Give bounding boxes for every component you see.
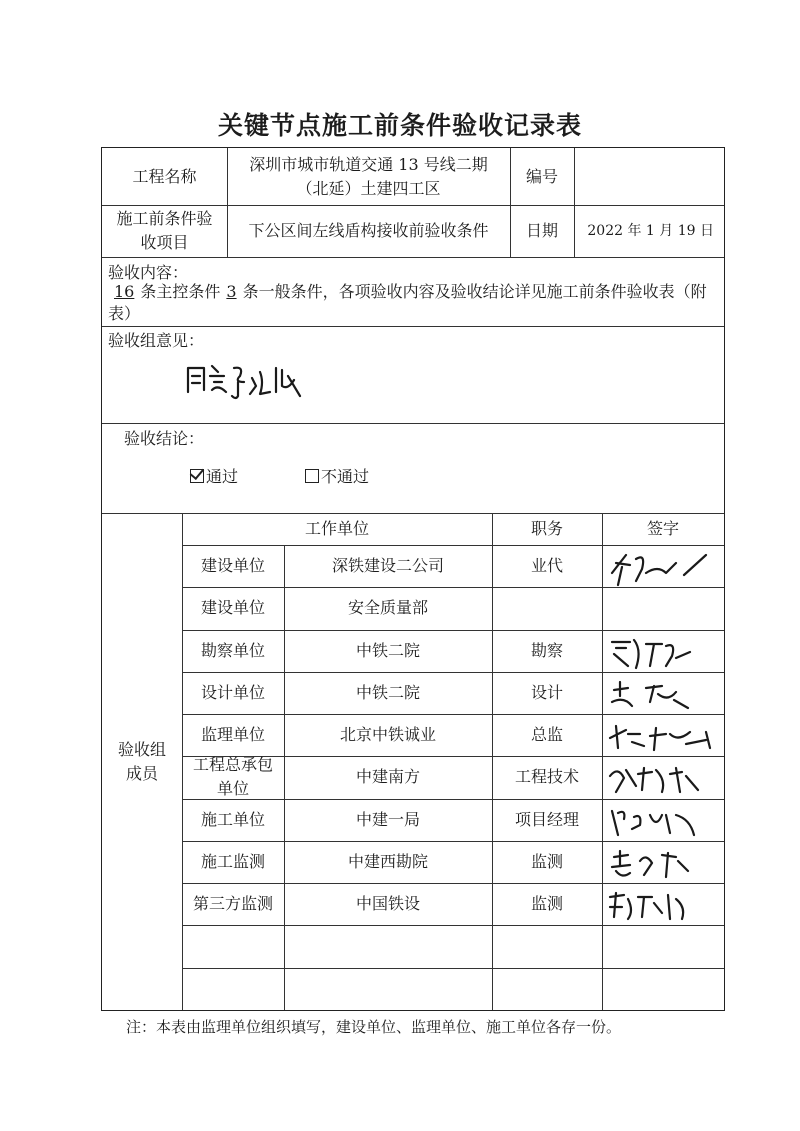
member-signature: [606, 841, 718, 885]
member-company: 中建一局: [355, 809, 420, 829]
member-unit-type: 施工单位: [200, 809, 265, 829]
opinion-handwriting: [184, 356, 304, 404]
date-label: 日期: [525, 221, 558, 240]
member-role: 监测: [530, 894, 563, 914]
pass-label: 通过: [206, 467, 239, 486]
fail-label: 不通过: [321, 467, 370, 486]
member-unit-type: 施工监测: [200, 852, 265, 871]
member-role: [492, 925, 602, 967]
member-role: 业代: [530, 556, 563, 576]
member-company: 北京中铁诚业: [339, 725, 436, 745]
member-unit-type: 建设单位: [200, 598, 265, 618]
member-unit-type: [182, 968, 284, 1010]
member-company: 中建西勘院: [347, 852, 428, 871]
member-company: [284, 968, 492, 1010]
member-role: 工程技术: [514, 767, 579, 787]
member-signature: [606, 545, 718, 589]
general-count: 3: [226, 282, 237, 301]
member-role: 总监: [530, 725, 563, 745]
member-signature: [606, 756, 718, 800]
member-company: 中铁二院: [355, 682, 420, 702]
fail-checkbox[interactable]: [305, 469, 319, 483]
member-signature: [606, 799, 718, 843]
member-role: 勘察: [530, 640, 563, 660]
pass-option[interactable]: [190, 464, 238, 487]
acceptance-form: [101, 147, 725, 1011]
number-label: 编号: [525, 166, 558, 186]
member-unit-type: 工程总承包单位: [192, 755, 273, 799]
pass-checkbox[interactable]: [190, 469, 204, 483]
date-value: 2022 年 1 月 19 日: [587, 222, 714, 239]
date-value-cell: [574, 205, 724, 257]
member-signature: [606, 630, 718, 674]
member-role: 项目经理: [514, 809, 579, 829]
col-role-header: 职务: [530, 519, 563, 538]
member-unit-type: 建设单位: [200, 556, 265, 576]
member-role: 监测: [530, 852, 563, 871]
item-value: 下公区间左线盾构接收前验收条件: [248, 221, 489, 240]
member-company: [284, 925, 492, 967]
member-signature: [606, 672, 718, 716]
member-role: [492, 587, 602, 629]
member-company: 深铁建设二公司: [331, 556, 444, 576]
member-company: 中国铁设: [355, 894, 420, 914]
content-text: [108, 281, 713, 325]
project-name-label: 工程名称: [132, 166, 197, 186]
main-count: 16: [114, 282, 135, 301]
member-role: 设计: [530, 682, 563, 702]
members-group-label: 验收组成员: [117, 739, 166, 783]
member-signature: [606, 883, 718, 927]
number-value: [574, 148, 724, 205]
col-sign-header: 签字: [646, 519, 679, 538]
opinion-label: 验收组意见：: [108, 331, 205, 350]
member-unit-type: 勘察单位: [200, 640, 265, 660]
member-role: [492, 968, 602, 1010]
main-text: 条主控条件: [140, 282, 221, 301]
general-text: 条一般条件，各项验收内容及验收结论详见施工前条件验收表（附表）: [108, 282, 707, 323]
col-unit-header: 工作单位: [304, 519, 369, 538]
footer-note: 注：本表由监理单位组织填写，建设单位、监理单位、施工单位各存一份。: [126, 1018, 622, 1036]
member-unit-type: 监理单位: [200, 725, 265, 745]
member-unit-type: [182, 925, 284, 967]
member-company: 中铁二院: [355, 640, 420, 660]
member-company: 中建南方: [355, 767, 420, 787]
member-company: 安全质量部: [347, 598, 428, 618]
item-label: 施工前条件验收项目: [116, 209, 213, 252]
member-unit-type: 设计单位: [200, 682, 265, 702]
project-name-value: 深圳市城市轨道交通 13 号线二期（北延）土建四工区: [249, 154, 488, 198]
member-unit-type: 第三方监测: [192, 894, 273, 914]
page-title: 关键节点施工前条件验收记录表: [217, 111, 582, 140]
content-label: 验收内容：: [108, 263, 189, 282]
conclusion-label: 验收结论：: [124, 429, 205, 448]
fail-option[interactable]: [305, 464, 369, 487]
member-signature: [606, 714, 718, 758]
